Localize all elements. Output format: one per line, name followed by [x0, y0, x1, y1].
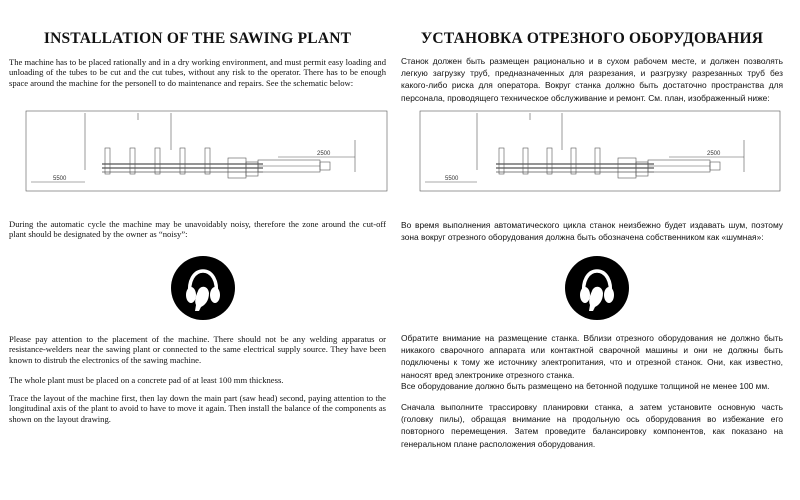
schematic-border: [26, 111, 387, 191]
welding-warning-paragraph: Please pay attention to the placement of the machine. There should not be any welding apparatus or resistance-welders near the sawing plant or connected to the same electrical supply source. They have been known to distrub the electronics of the sawing machine.: [9, 334, 386, 365]
ear-protection-icon: [564, 255, 630, 321]
page-title: INSTALLATION OF THE SAWING PLANT: [43, 30, 352, 47]
placement-paragraph: The machine has to be placed rationally and in a dry working environment, and must permit easy loading and unloading of the tubes to be cut and the cut tubes, without any risk to the operator. There has to be enough space around the machine for the personell to do maintenance and repairs. See the schematic below:: [9, 57, 386, 88]
noise-paragraph-ru: Во время выполнения автоматического цикла станок неизбежно будет издавать шум, поэтому зона вокруг отрезного оборудования должна быть обозначена собственником как «шумная»:: [401, 220, 783, 243]
placement-paragraph-ru: Станок должен быть размещен рационально и в сухом рабочем месте, и должен позволять легкую загрузку труб, предназначенных для разрезания, и разгрузку разрезанных труб без какого-либо риска для оператора. Вокруг станка должно быть достаточно пространства для персонала, проводящего техническое обслуживание и ремонт. См. план, изображенный ниже:: [401, 56, 783, 103]
page-title-ru: УСТАНОВКА ОТРЕЗНОГО ОБОРУДОВАНИЯ: [420, 30, 764, 47]
dimension-left-label-ru: 5500: [445, 176, 459, 182]
ear-protection-icon: [170, 255, 236, 321]
concrete-pad-paragraph: The whole plant must be placed on a concrete pad of at least 100 mm thickness.: [9, 375, 284, 385]
layout-schematic: [25, 110, 388, 192]
dimension-left-label: 5500: [53, 176, 67, 182]
dimension-right-label-ru: 2500: [707, 151, 721, 157]
layout-instructions-paragraph-ru: Сначала выполните трассировку планировки станка, а затем установите основную часть (головку пилы), обращая внимание на продольную ось оборудования во избежание его повторного перемещения. Затем проведите балансировку компонентов, как показано на генеральном плане расположения оборудования.: [401, 402, 783, 449]
layout-instructions-paragraph: Trace the layout of the machine first, then lay down the main part (saw head) second, paying attention to the longitudinal axis of the plant to avoid to have to move it again. Then install the balance of the components as shown on the layout drawing.: [9, 393, 386, 424]
layout-schematic-ru: [419, 110, 781, 192]
dimension-right-label: 2500: [317, 151, 331, 157]
noise-paragraph: During the automatic cycle the machine may be unavoidably noisy, therefore the zone around the cut-off plant should be designated by the owner as “noisy”:: [9, 219, 386, 240]
concrete-pad-paragraph-ru: Все оборудование должно быть размещено на бетонной подушке толщиной не менее 100 мм.: [401, 381, 770, 391]
welding-warning-paragraph-ru: Обратите внимание на размещение станка. Вблизи отрезного оборудования не должно быть никакого сварочного аппарата или контактной сварочной машины и они не должны быть подключены к тому же источнику электропитания, что и отрезной станок. Они, как известно, наносят вред электронике отрезного станка.: [401, 333, 783, 380]
